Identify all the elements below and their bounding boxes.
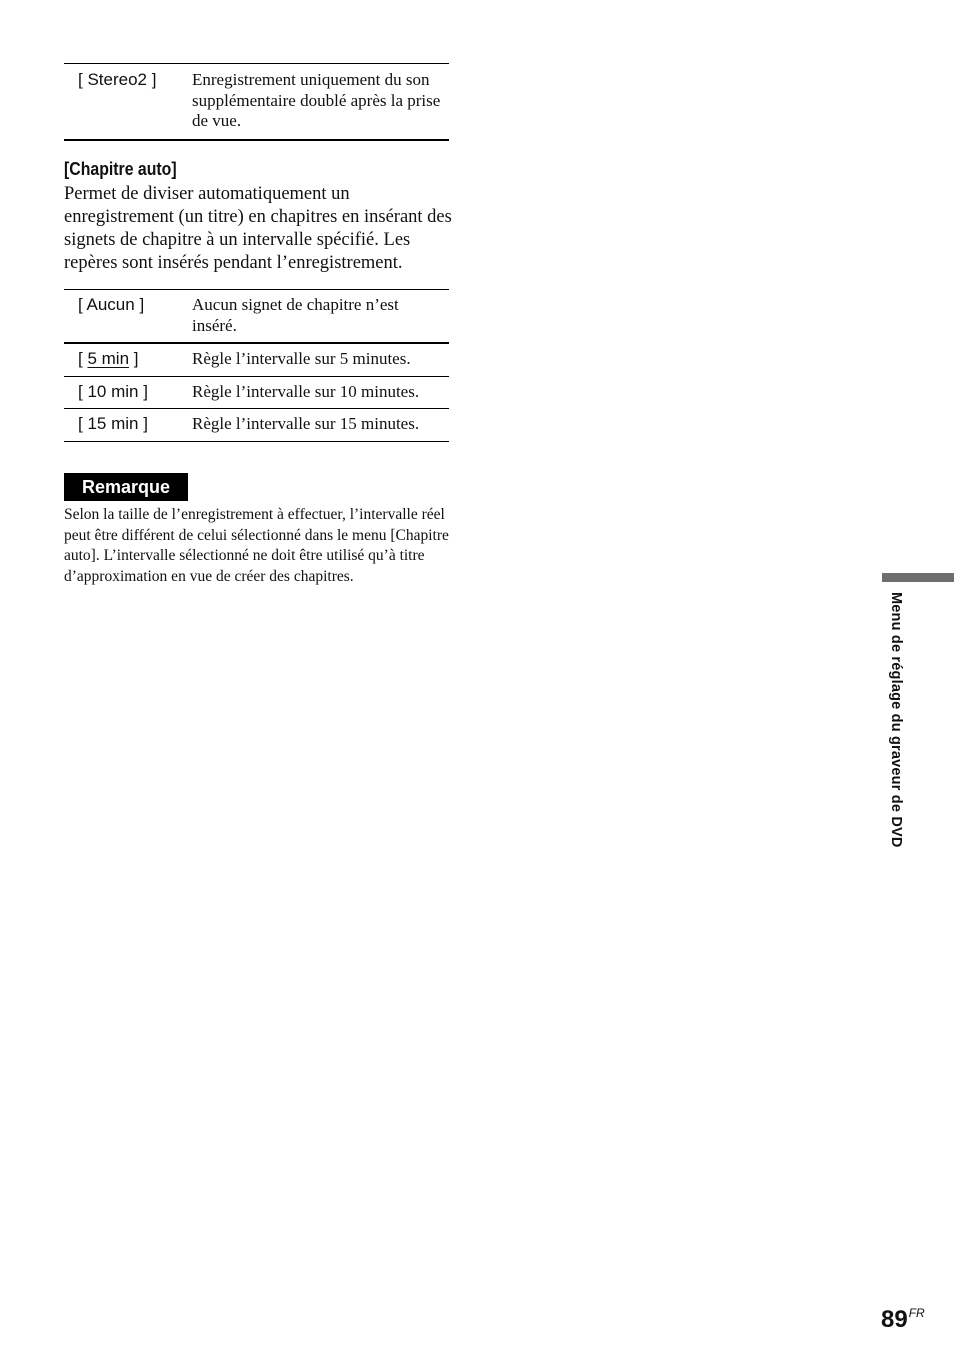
table-row (64, 344, 449, 377)
language-suffix: FR (908, 1306, 925, 1320)
page-number: $89^{FR}$ (881, 1306, 925, 1333)
side-tab-bar (882, 573, 954, 582)
option-description: Aucun signet de chapitre n’est inséré. (192, 295, 399, 335)
section-title: [Chapitre auto] (64, 159, 177, 179)
side-tab-label: Menu de réglage du graveur de DVD (888, 592, 904, 848)
audio-options-table (64, 63, 449, 141)
option-key: [ Stereo2 ] (78, 70, 157, 89)
section-body: Permet de diviser automatiquement un enregistrement (un titre) en chapitres en insérant des signets de chapitre à un intervalle spécifié. Les repères sont insérés pendant l’enregistrement. (64, 184, 452, 273)
default-value-underline: 5 min (87, 349, 130, 368)
chapter-options-table (64, 289, 449, 442)
option-key: [ Aucun ] (78, 295, 145, 314)
table-row (64, 64, 449, 141)
option-description: Enregistrement uniquement du son supplémentaire doublé après la prise de vue. (192, 70, 441, 130)
option-key: [ 15 min ] (78, 414, 148, 433)
table-row (64, 377, 449, 410)
note-body: Selon la taille de l’enregistrement à effectuer, l’intervalle réel peut être différent de celui sélectionné dans le menu [Chapitre auto]. L’intervalle sélectionné ne doit être utilisé qu’à titre d’approximation en vue de créer des chapitres. (64, 506, 449, 585)
option-key-default: [ 5 min ] (78, 349, 139, 368)
table-row (64, 409, 449, 442)
option-description: Règle l’intervalle sur 15 minutes. (192, 414, 420, 433)
option-key: [ 10 min ] (78, 381, 148, 401)
note-label: Remarque (64, 473, 188, 501)
table-row (64, 290, 449, 344)
option-description: Règle l’intervalle sur 5 minutes. (192, 349, 411, 368)
option-description: Règle l’intervalle sur 10 minutes. (192, 381, 420, 401)
